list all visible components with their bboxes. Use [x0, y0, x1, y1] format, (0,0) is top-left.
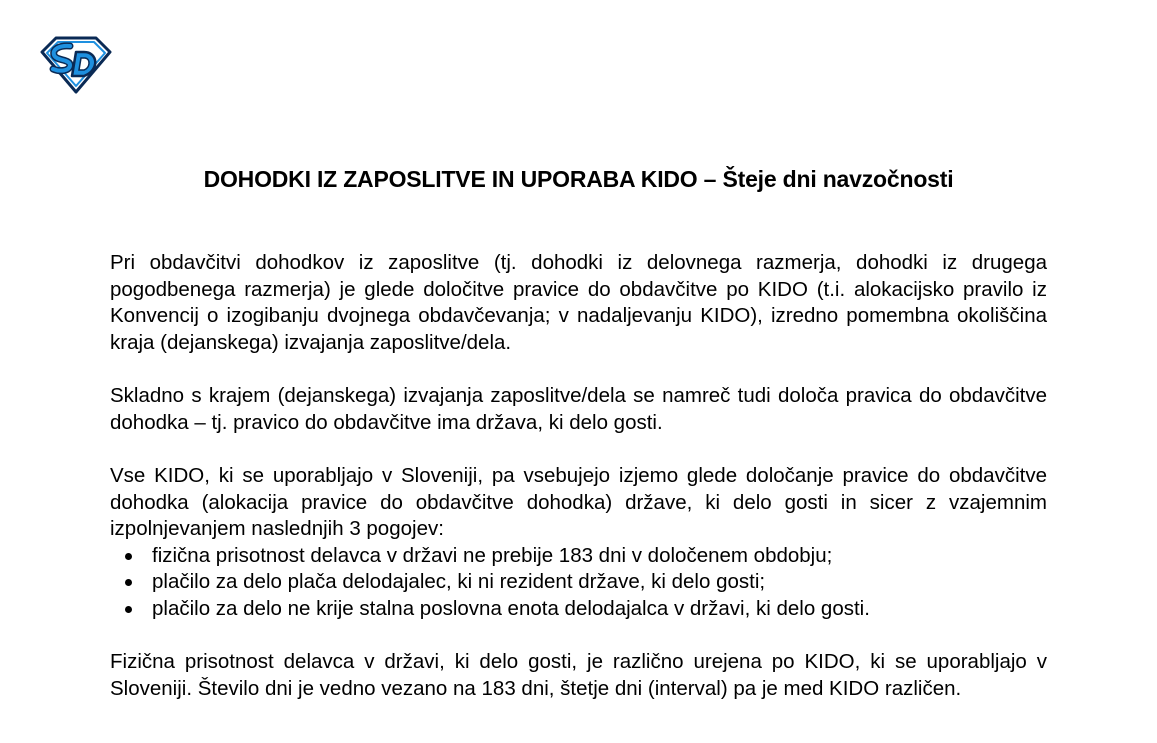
- sd-shield-logo-icon: [40, 34, 112, 94]
- list-item-text: plačilo za delo plača delodajalec, ki ni rezident države, ki delo gosti;: [152, 570, 766, 593]
- list-item-text: fizična prisotnost delavca v državi ne prebije 183 dni v določenem obdobju;: [152, 543, 833, 567]
- document-title: DOHODKI IZ ZAPOSLITVE IN UPORABA KIDO – Šteje dni navzočnosti: [203, 166, 954, 192]
- list-item: [110, 596, 1047, 623]
- list-item: [110, 569, 1047, 596]
- company-logo: [40, 34, 112, 94]
- conditions-list: [110, 543, 1047, 623]
- list-item: [110, 543, 1047, 570]
- paragraph: Pri obdavčitvi dohodkov iz zaposlitve (tj. dohodki iz delovnega razmerja, dohodki iz drugega pogodbenega razmerja) je glede določitve pravice do obdavčitve po KIDO (t.i. alokacijsko pravilo iz Konvencij o izogibanju dvojnega obdavčevanja; v nadaljevanju KIDO), izredno pomembna okoliščina kraja (dejanskega) izvajanja zaposlitve/dela.: [110, 251, 1047, 354]
- list-item-text: plačilo za delo ne krije stalna poslovna enota delodajalca v državi, ki delo gosti.: [152, 596, 870, 620]
- paragraph: Vse KIDO, ki se uporabljajo v Sloveniji, pa vsebujejo izjemo glede določanje pravice do obdavčitve dohodka (alokacija pravice do obdavčitve dohodka) države, ki delo gosti in sicer z vzajemnim izpolnjevanjem naslednjih 3 pogojev:: [110, 464, 1047, 540]
- document-body: [110, 250, 1047, 729]
- bullet-icon: [125, 553, 132, 560]
- bullet-icon: [125, 606, 132, 613]
- paragraph: Skladno s krajem (dejanskega) izvajanja zaposlitve/dela se namreč tudi določa pravica do obdavčitve dohodka – tj. pravico do obdavčitve ima država, ki delo gosti.: [110, 384, 1047, 434]
- paragraph: Fizična prisotnost delavca v državi, ki delo gosti, je različno urejena po KIDO, ki se uporabljajo v Sloveniji. Število dni je vedno vezano na 183 dni, štetje dni (interval) pa je med KIDO različen.: [110, 650, 1047, 700]
- bullet-icon: [125, 579, 132, 586]
